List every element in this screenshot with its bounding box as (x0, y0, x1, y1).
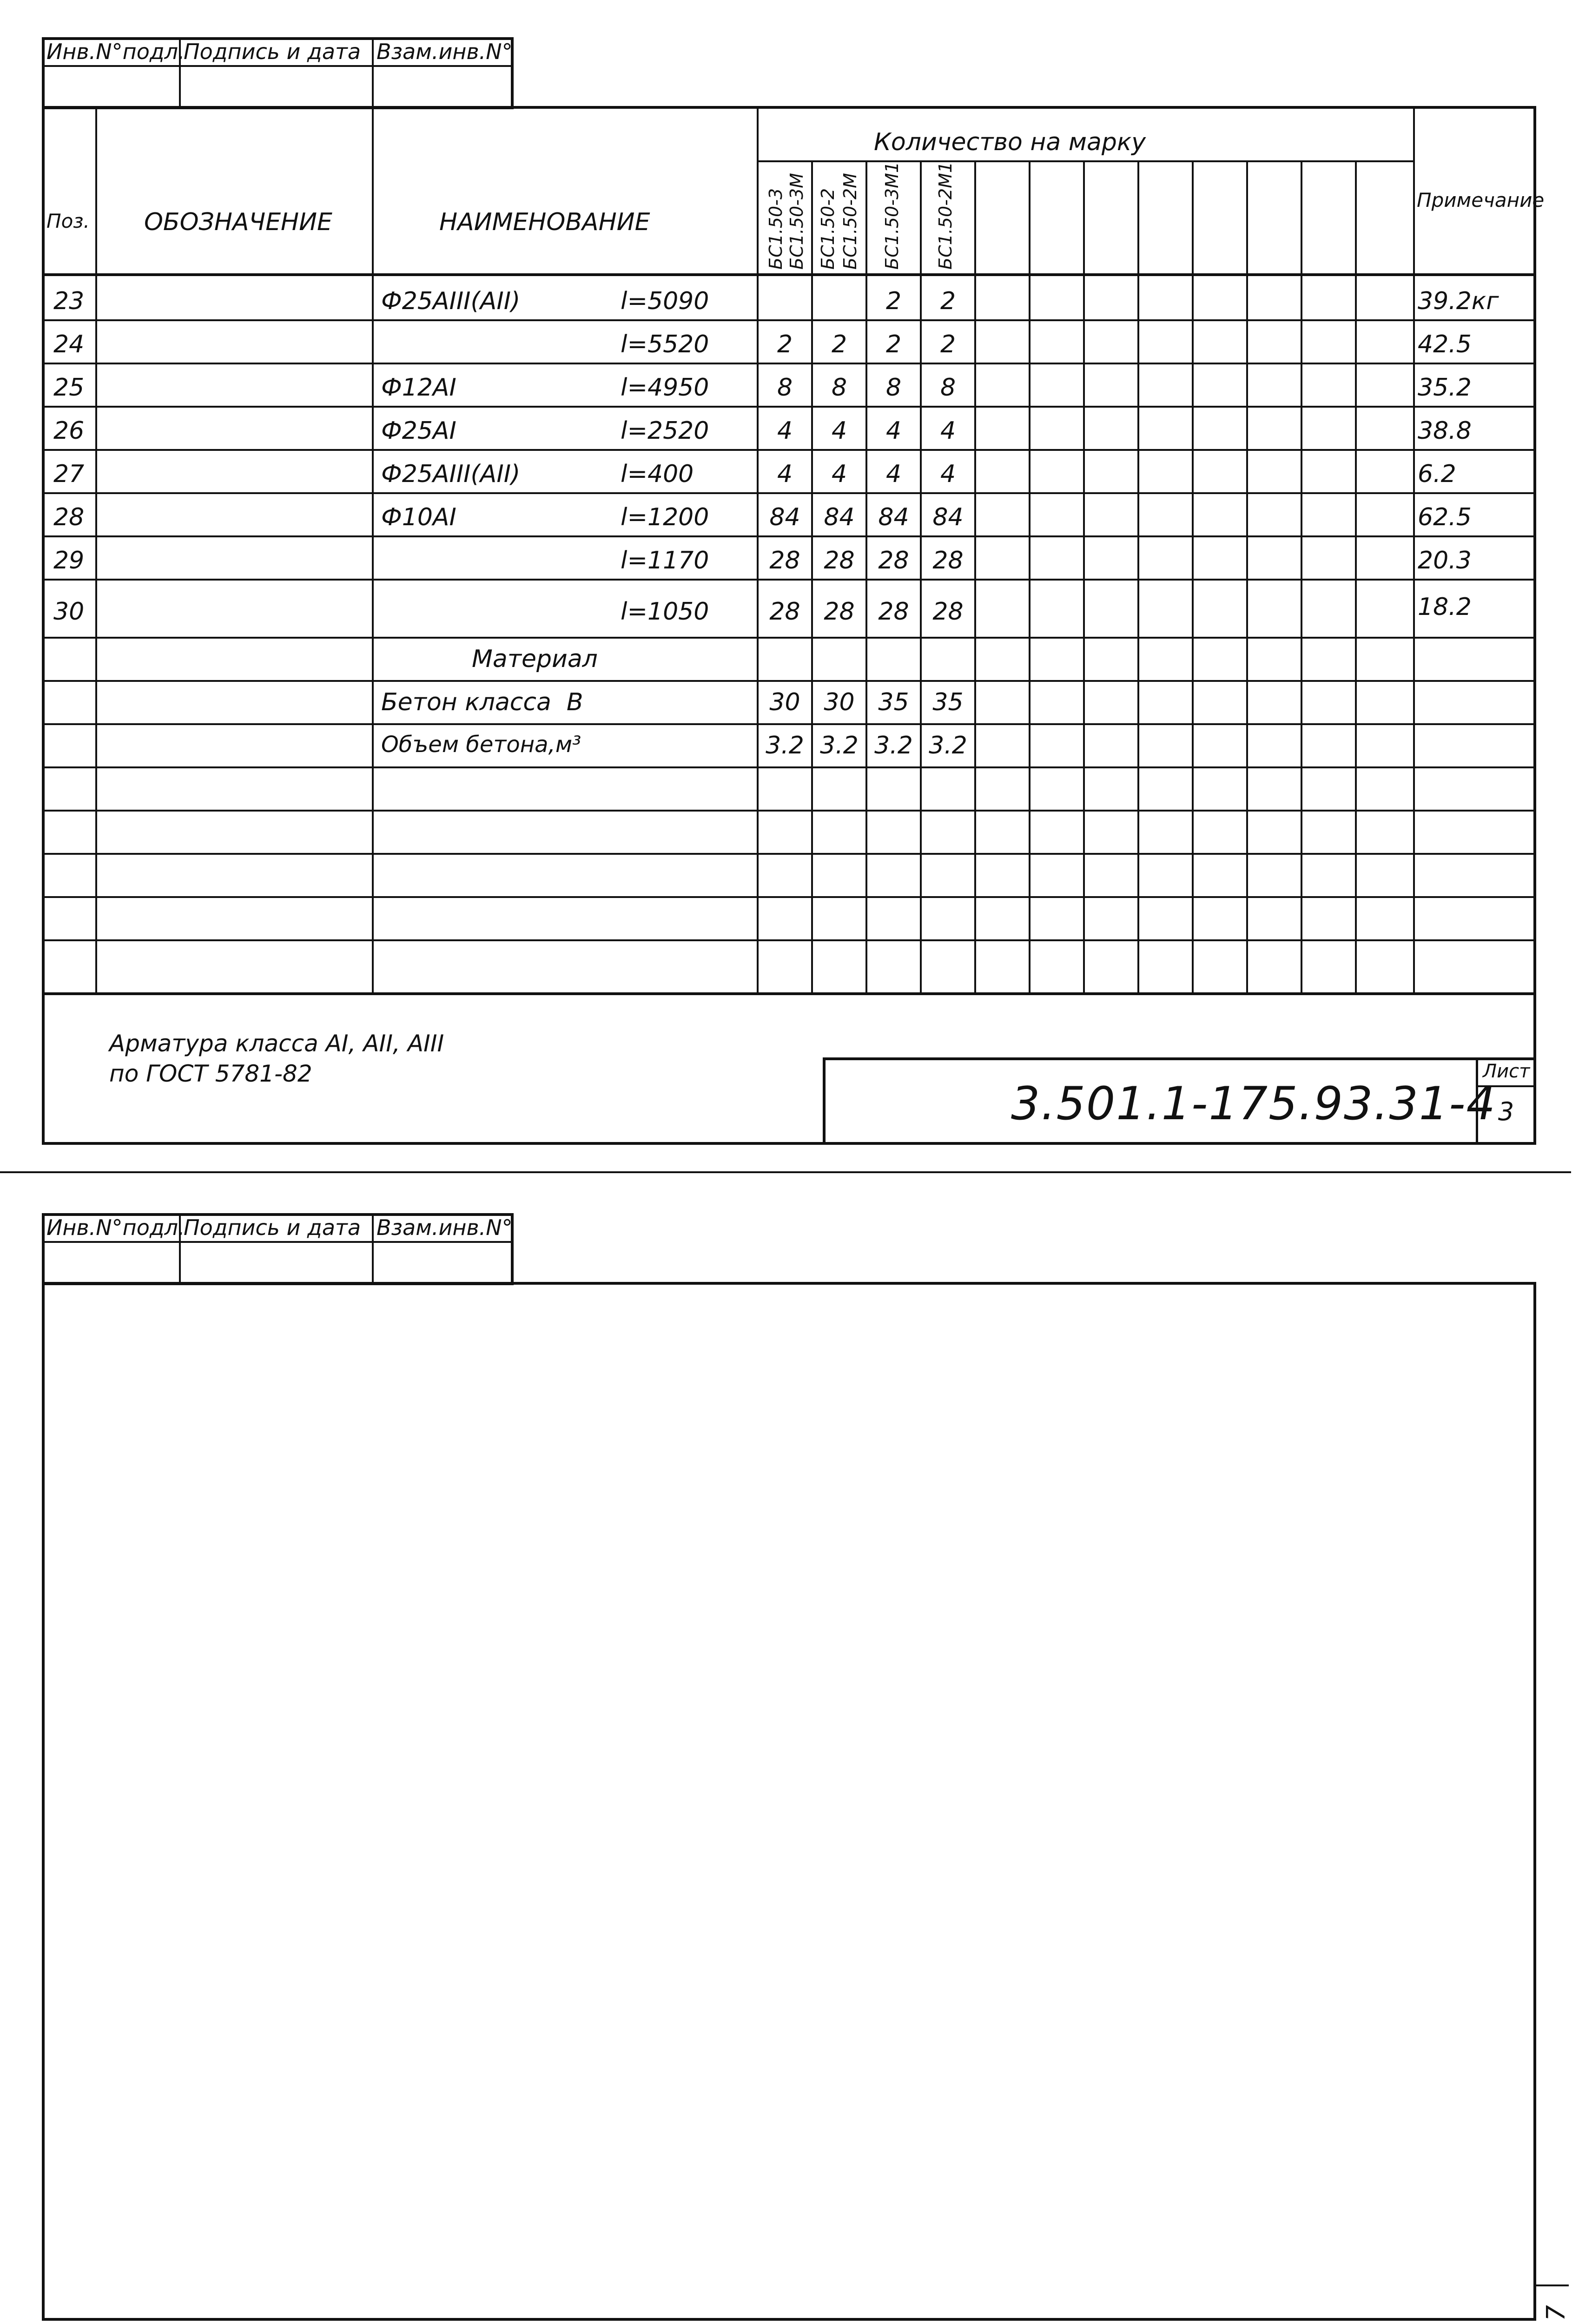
header-mark-3: БС1.50-2 (818, 188, 838, 270)
row-pos: 24 (53, 330, 85, 358)
row-qty: 4 (940, 417, 956, 445)
row-qty: 28 (824, 547, 855, 574)
header-name: НАИМЕНОВАНИЕ (439, 208, 650, 236)
row-note: 38.8 (1418, 417, 1472, 445)
row-length: l=1200 (621, 503, 709, 531)
row-qty: 4 (885, 460, 902, 488)
bottom-stamp-replace-label: Взам.инв.N° (377, 1215, 513, 1240)
row-pos: 30 (53, 598, 85, 626)
row-qty: 3.2 (820, 732, 859, 759)
bottom-stamp-signature-label: Подпись и дата (184, 1215, 361, 1240)
footnote-line-1: Арматура класса АI, АII, АIII (109, 1030, 444, 1057)
row-qty: 28 (932, 598, 964, 626)
header-note: Примечание (1417, 189, 1545, 211)
bottom-stamp-inv-label: Инв.N°подл. (46, 1215, 185, 1240)
header-mark-5: БС1.50-3М1 (882, 161, 902, 270)
row-qty: 35 (878, 688, 909, 716)
row-pos: 26 (53, 417, 85, 445)
row-qty: 84 (824, 503, 855, 531)
row-name: Ф10АI (381, 503, 456, 531)
row-note: 6.2 (1418, 460, 1456, 488)
row-length: l=1170 (621, 547, 709, 574)
row-name: Ф25АIII(АII) (381, 287, 521, 315)
bottom-frame (42, 1282, 1536, 2321)
edge-mark: 7 (1541, 2305, 1571, 2321)
row-qty: 8 (885, 374, 902, 402)
row-qty: 28 (769, 547, 800, 574)
row-qty: 28 (824, 598, 855, 626)
row-length: l=400 (621, 460, 694, 488)
row-qty: 3.2 (874, 732, 913, 759)
top-stamp-inv-label: Инв.N°подл. (46, 39, 185, 64)
row-qty: 4 (777, 460, 793, 488)
row-pos: 27 (53, 460, 85, 488)
row-qty: 28 (878, 547, 909, 574)
row-qty: 4 (777, 417, 793, 445)
row-pos: 29 (53, 547, 85, 574)
row-note: 42.5 (1418, 330, 1472, 358)
row-pos: 25 (53, 374, 85, 402)
sheet-separator (0, 1171, 1571, 1173)
row-qty: 3.2 (929, 732, 967, 759)
row-note: 20.3 (1418, 547, 1472, 574)
row-qty: 4 (885, 417, 902, 445)
row-qty: 8 (940, 374, 956, 402)
row-qty: 84 (769, 503, 800, 531)
row-note: 39.2кг (1418, 287, 1499, 315)
row-qty: 35 (932, 688, 964, 716)
row-qty: 2 (885, 287, 902, 315)
row-length: l=5090 (621, 287, 709, 315)
row-qty: 28 (932, 547, 964, 574)
top-stamp-signature-label: Подпись и дата (184, 39, 361, 64)
header-quantity: Количество на марку (874, 128, 1146, 156)
row-length: l=2520 (621, 417, 709, 445)
row-length: l=5520 (621, 330, 709, 358)
row-qty: 2 (885, 330, 902, 358)
document-number: 3.501.1-175.93.31-4 (1011, 1077, 1496, 1130)
row-qty: 30 (769, 688, 800, 716)
row-qty: 8 (831, 374, 847, 402)
row-length: l=4950 (621, 374, 709, 402)
row-name: Ф25АI (381, 417, 456, 445)
row-qty: 4 (831, 460, 847, 488)
row-name: Объем бетона,м³ (381, 732, 581, 758)
header-mark-1: БС1.50-3 (766, 188, 786, 270)
header-mark-4: БС1.50-2М (840, 173, 860, 270)
row-qty: 28 (878, 598, 909, 626)
row-qty: 4 (940, 460, 956, 488)
footnote-line-2: по ГОСТ 5781-82 (109, 1060, 312, 1087)
row-qty: 2 (940, 287, 956, 315)
row-name: Бетон класса В (381, 688, 583, 716)
row-qty: 84 (878, 503, 909, 531)
top-stamp-replace-label: Взам.инв.N° (377, 39, 513, 64)
row-name: Ф12АI (381, 374, 456, 402)
row-qty: 4 (831, 417, 847, 445)
sheet-label: Лист (1483, 1061, 1530, 1082)
row-qty: 30 (824, 688, 855, 716)
row-qty: 8 (777, 374, 793, 402)
row-qty: 28 (769, 598, 800, 626)
row-note: 62.5 (1418, 503, 1472, 531)
row-qty: 2 (777, 330, 793, 358)
row-material-heading: Материал (472, 645, 598, 673)
row-qty: 2 (831, 330, 847, 358)
row-qty: 84 (932, 503, 964, 531)
row-length: l=1050 (621, 598, 709, 626)
row-note: 18.2 (1418, 593, 1472, 621)
header-designation: ОБОЗНАЧЕНИЕ (144, 208, 332, 236)
row-qty: 2 (940, 330, 956, 358)
sheet-number: 3 (1498, 1097, 1514, 1126)
header-pos: Поз. (46, 210, 90, 232)
header-mark-2: БС1.50-3М (786, 173, 807, 270)
row-qty: 3.2 (766, 732, 804, 759)
row-name: Ф25АIII(АII) (381, 460, 521, 488)
header-mark-6: БС1.50-2М1 (935, 161, 956, 270)
row-pos: 28 (53, 503, 85, 531)
row-pos: 23 (53, 287, 85, 315)
row-note: 35.2 (1418, 374, 1472, 402)
